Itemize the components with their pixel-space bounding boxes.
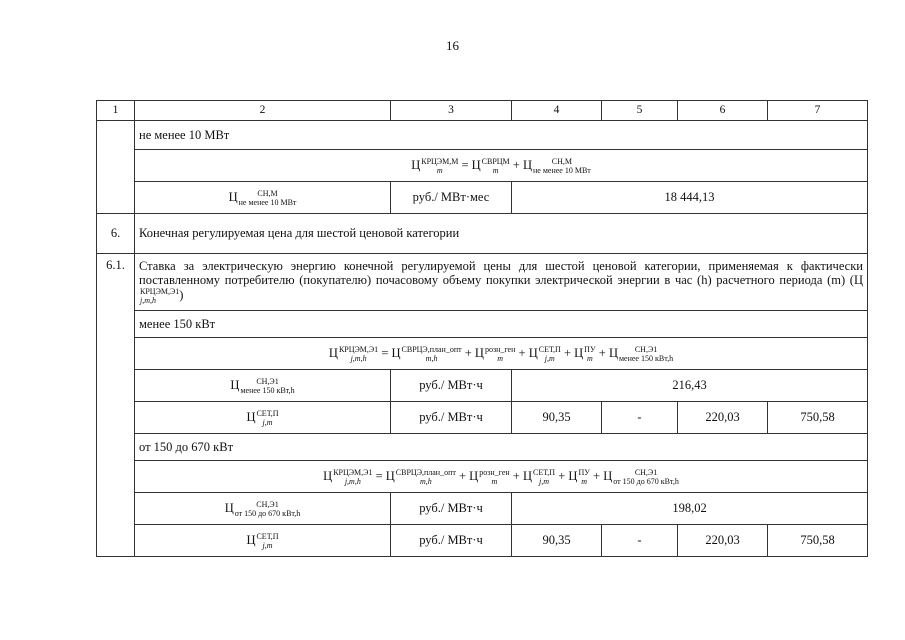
symbol-cell: Ц СЕТ,П j,m (135, 402, 391, 434)
formula-group2: Ц КРЦЭМ,Э1 j,m,h = Ц СВРЦЭ,план_опт m,h + Ц розн_ген m + Ц СЕТ,П j,m + Ц ПУ m + Ц СН,Э1 от 150 до 670 кВт,h (135, 461, 868, 493)
value-cell: 216,43 (512, 370, 868, 402)
row-index-empty (97, 121, 135, 214)
group-label: от 150 до 670 кВт (135, 434, 868, 461)
page-number: 16 (446, 38, 459, 53)
col-header-2: 2 (135, 101, 391, 121)
symbol-cell: Ц СН,М не менее 10 МВт (135, 182, 391, 214)
col-header-7: 7 (768, 101, 868, 121)
formula-group1: Ц КРЦЭМ,Э1 j,m,h = Ц СВРЦЭ,план_опт m,h + Ц розн_ген m + Ц СЕТ,П j,m + Ц ПУ m + Ц СН,Э1 менее 150 кВт,h (135, 338, 868, 370)
value-cell-col7: 750,58 (768, 402, 868, 434)
symbol-cell: Ц СН,Э1 от 150 до 670 кВт,h (135, 493, 391, 525)
unit-cell: руб./ МВт·мес (391, 182, 512, 214)
value-cell-col4: 90,35 (512, 525, 602, 557)
formula-a: Ц КРЦЭМ,М m = Ц СВРЦМ m + Ц СН,М не менее 10 МВт (135, 150, 868, 182)
col-header-4: 4 (512, 101, 602, 121)
value-cell: 18 444,13 (512, 182, 868, 214)
section-title: Конечная регулируемая цена для шестой ценовой категории (135, 214, 868, 254)
col-header-5: 5 (602, 101, 678, 121)
col-header-1: 1 (97, 101, 135, 121)
col-header-3: 3 (391, 101, 512, 121)
group-label: менее 150 кВт (135, 311, 868, 338)
value-cell-col6: 220,03 (678, 525, 768, 557)
section-number: 6. (97, 214, 135, 254)
unit-cell: руб./ МВт·ч (391, 525, 512, 557)
unit-cell: руб./ МВт·ч (391, 493, 512, 525)
symbol-cell: Ц СЕТ,П j,m (135, 525, 391, 557)
symbol-cell: Ц СН,Э1 менее 150 кВт,h (135, 370, 391, 402)
value-cell: 198,02 (512, 493, 868, 525)
section-description: Ставка за электрическую энергию конечной регулируемой цены для шестой ценовой категории, применяемая к фактически поставленному потребителю (покупателю) почасовому объему покупки электрической энергии в час (h) расчетного периода (m) (Ц КРЦЭМ,Э1 j,m,h ) (135, 254, 868, 311)
header-row (97, 101, 868, 121)
value-cell-col6: 220,03 (678, 402, 768, 434)
col-header-6: 6 (678, 101, 768, 121)
value-cell-col5: - (602, 402, 678, 434)
section-label: не менее 10 МВт (135, 121, 868, 150)
value-cell-col5: - (602, 525, 678, 557)
section-number: 6.1. (97, 254, 135, 557)
unit-cell: руб./ МВт·ч (391, 370, 512, 402)
unit-cell: руб./ МВт·ч (391, 402, 512, 434)
value-cell-col4: 90,35 (512, 402, 602, 434)
tariff-table (96, 100, 868, 557)
value-cell-col7: 750,58 (768, 525, 868, 557)
